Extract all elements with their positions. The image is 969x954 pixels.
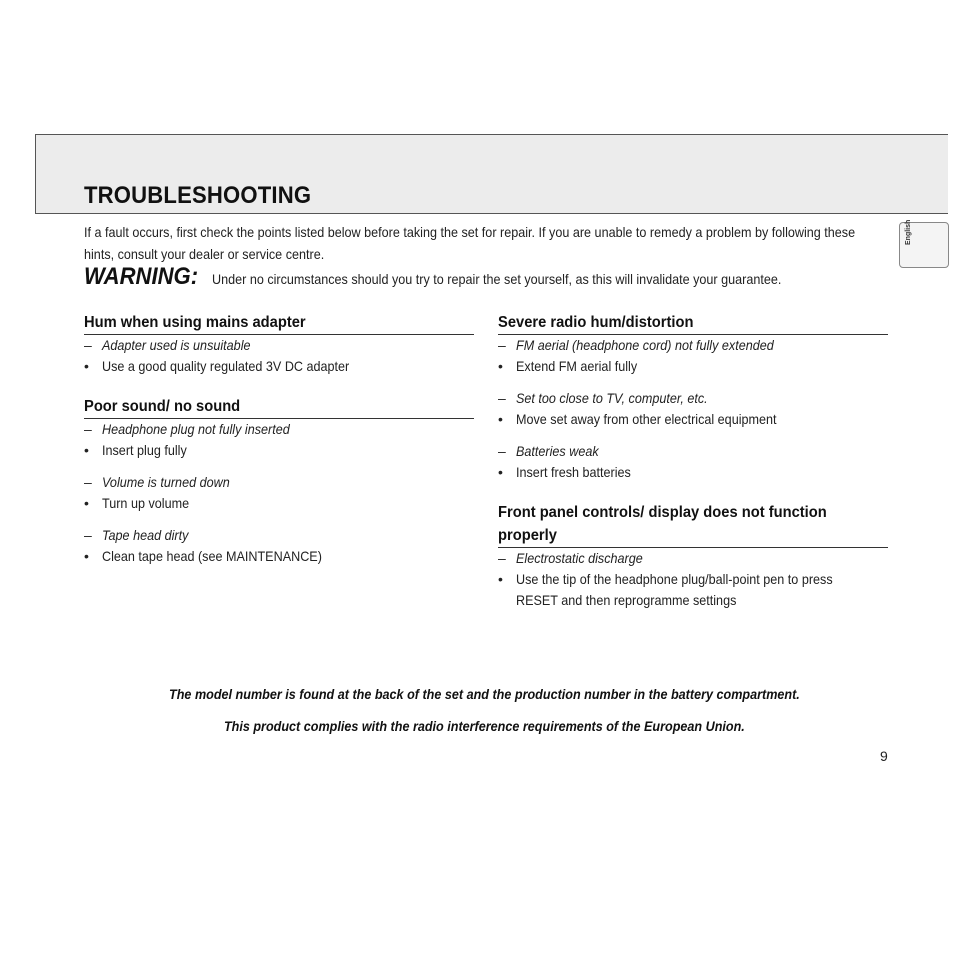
- language-tab-label: English: [905, 219, 912, 245]
- bullet-marker: •: [498, 411, 503, 427]
- remedy-text: Use a good quality regulated 3V DC adapter: [102, 358, 350, 374]
- warning-line: [84, 263, 874, 290]
- compliance-note-text: This product complies with the radio interference requirements of the European Union.: [224, 718, 745, 734]
- remedy-line: [498, 462, 888, 483]
- model-number-note: [0, 686, 969, 702]
- section-heading: [498, 311, 888, 335]
- dash-marker: –: [498, 390, 506, 406]
- cause-text: Electrostatic discharge: [516, 550, 643, 566]
- left-column: [84, 311, 474, 585]
- section-heading-text: Severe radio hum/distortion: [498, 314, 694, 331]
- cause-line: [84, 525, 474, 546]
- remedy-text: Move set away from other electrical equipment: [516, 411, 777, 427]
- remedy-line: [498, 569, 888, 611]
- intro-block: [84, 221, 874, 290]
- remedy-line: [498, 356, 888, 377]
- model-number-note-text: The model number is found at the back of the set and the production number in the battery compartment.: [169, 686, 800, 702]
- troubleshooting-section: [84, 395, 474, 567]
- cause-text: Headphone plug not fully inserted: [102, 421, 290, 437]
- bullet-marker: •: [84, 442, 89, 458]
- remedy-text: Insert plug fully: [102, 442, 187, 458]
- cause-line: [498, 335, 888, 356]
- remedy-text: Extend FM aerial fully: [516, 358, 638, 374]
- section-heading-text: Poor sound/ no sound: [84, 398, 241, 415]
- remedy-line: [498, 409, 888, 430]
- cause-text: Tape head dirty: [102, 527, 189, 543]
- cause-text: Adapter used is unsuitable: [102, 337, 251, 353]
- bullet-marker: •: [84, 358, 89, 374]
- dash-marker: –: [84, 421, 92, 437]
- troubleshooting-section: [84, 311, 474, 377]
- troubleshooting-section: [498, 311, 888, 483]
- section-heading: [498, 501, 888, 548]
- bullet-marker: •: [84, 548, 89, 564]
- warning-label: WARNING:: [84, 263, 199, 290]
- dash-marker: –: [84, 337, 92, 353]
- warning-text: Under no circumstances should you try to repair the set yourself, as this will invalidate your guarantee.: [211, 271, 782, 287]
- remedy-text: Clean tape head (see MAINTENANCE): [102, 548, 322, 564]
- troubleshooting-section: [498, 501, 888, 611]
- section-heading: [84, 311, 474, 335]
- section-heading-text: Front panel controls/ display does not function properly: [498, 504, 827, 544]
- cause-line: [84, 472, 474, 493]
- remedy-text: Turn up volume: [102, 495, 190, 511]
- bullet-marker: •: [498, 571, 503, 587]
- bullet-marker: •: [498, 358, 503, 374]
- section-heading: [84, 395, 474, 419]
- cause-text: FM aerial (headphone cord) not fully extended: [516, 337, 774, 353]
- cause-line: [84, 335, 474, 356]
- bullet-marker: •: [84, 495, 89, 511]
- remedy-text: Use the tip of the headphone plug/ball-point pen to press RESET and then reprogramme settings: [516, 571, 833, 608]
- right-column: [498, 311, 888, 629]
- dash-marker: –: [84, 474, 92, 490]
- bullet-marker: •: [498, 464, 503, 480]
- remedy-line: [84, 546, 474, 567]
- cause-text: Volume is turned down: [102, 474, 230, 490]
- language-tab: [899, 219, 949, 268]
- cause-text: Set too close to TV, computer, etc.: [516, 390, 708, 406]
- section-heading-text: Hum when using mains adapter: [84, 314, 306, 331]
- cause-line: [498, 548, 888, 569]
- remedy-line: [84, 440, 474, 461]
- intro-text: If a fault occurs, first check the points listed below before taking the set for repair. If you are unable to remedy a problem by following these hints, consult your dealer or service centre.: [84, 224, 856, 262]
- remedy-line: [84, 356, 474, 377]
- page-title: TROUBLESHOOTING: [84, 182, 312, 209]
- compliance-note: [0, 718, 969, 734]
- dash-marker: –: [498, 443, 506, 459]
- dash-marker: –: [498, 550, 506, 566]
- remedy-text: Insert fresh batteries: [516, 464, 631, 480]
- dash-marker: –: [498, 337, 506, 353]
- remedy-line: [84, 493, 474, 514]
- cause-text: Batteries weak: [516, 443, 599, 459]
- cause-line: [498, 441, 888, 462]
- cause-line: [84, 419, 474, 440]
- dash-marker: –: [84, 527, 92, 543]
- page-number: 9: [880, 748, 888, 764]
- cause-line: [498, 388, 888, 409]
